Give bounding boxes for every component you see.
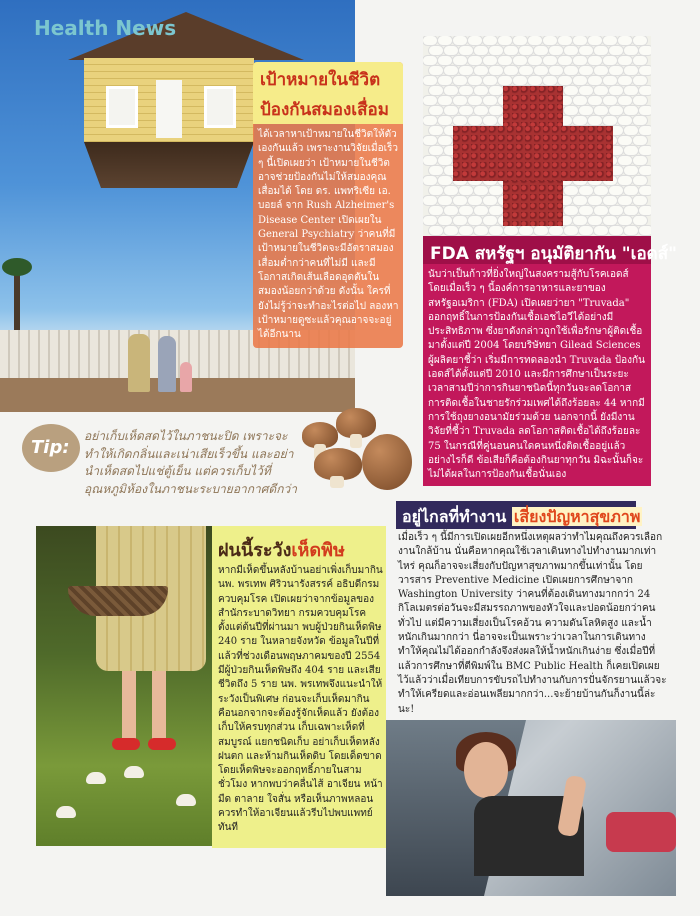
pill — [483, 36, 497, 45]
pill — [573, 56, 587, 65]
poison-title — [218, 535, 345, 564]
pill — [468, 96, 482, 105]
pill — [633, 56, 647, 65]
pill — [564, 66, 578, 75]
pill — [474, 106, 488, 115]
section-label: Health News — [34, 16, 177, 40]
red-cross-pills — [453, 126, 613, 181]
pill — [603, 56, 617, 65]
pill — [504, 66, 518, 75]
pill — [639, 86, 651, 95]
pill — [429, 46, 443, 55]
white-mushroom — [86, 772, 106, 784]
pill — [483, 76, 497, 85]
pill — [438, 196, 452, 205]
pill — [573, 196, 587, 205]
pill — [513, 76, 527, 85]
pill — [474, 186, 488, 195]
pill — [459, 186, 473, 195]
pill — [519, 66, 533, 75]
pill — [639, 126, 651, 135]
pill — [429, 186, 443, 195]
pill — [633, 36, 647, 45]
pill — [594, 86, 608, 95]
woman-basket-photo — [36, 526, 216, 846]
pill — [588, 36, 602, 45]
pill — [489, 106, 503, 115]
pill — [483, 116, 497, 125]
pill — [624, 166, 638, 175]
pill — [534, 226, 548, 235]
pill — [639, 226, 651, 235]
pill — [423, 216, 437, 225]
pill — [438, 216, 452, 225]
pill — [639, 186, 651, 195]
poison-title-main: ฝนนี้ระวัง — [218, 540, 292, 561]
pill — [588, 56, 602, 65]
pill — [579, 86, 593, 95]
pill — [438, 156, 452, 165]
pill — [453, 216, 467, 225]
house-window — [106, 86, 138, 128]
house-window — [204, 86, 236, 128]
pill — [474, 226, 488, 235]
pill — [483, 196, 497, 205]
pill — [618, 176, 632, 185]
pill — [564, 186, 578, 195]
pill — [624, 146, 638, 155]
pill — [498, 36, 512, 45]
pill — [579, 186, 593, 195]
pill — [639, 66, 651, 75]
pill — [519, 226, 533, 235]
pill — [453, 116, 467, 125]
pill — [444, 66, 458, 75]
pill — [579, 226, 593, 235]
pill — [459, 206, 473, 215]
pill — [423, 56, 437, 65]
pill — [633, 176, 647, 185]
pill — [423, 176, 437, 185]
palm-leaves — [2, 258, 32, 276]
pill — [444, 226, 458, 235]
pill — [594, 106, 608, 115]
pill — [468, 36, 482, 45]
white-mushroom — [176, 794, 196, 806]
basket — [68, 586, 168, 616]
pill — [588, 76, 602, 85]
pill — [528, 76, 542, 85]
pill — [624, 206, 638, 215]
pill — [573, 96, 587, 105]
pill — [639, 46, 651, 55]
pill — [513, 56, 527, 65]
pill — [423, 136, 437, 145]
red-car — [606, 812, 676, 852]
pill — [429, 166, 443, 175]
pill — [483, 216, 497, 225]
pill — [594, 46, 608, 55]
pill — [444, 186, 458, 195]
pill — [429, 206, 443, 215]
pill — [609, 206, 623, 215]
fda-title: FDA สหรัฐฯ อนุมัติยากัน "เอดส์" — [430, 244, 677, 264]
pill — [423, 36, 437, 45]
pill — [459, 106, 473, 115]
tip-label: Tip: — [31, 437, 70, 458]
pill — [564, 206, 578, 215]
pill — [588, 96, 602, 105]
pill — [423, 76, 437, 85]
pill — [618, 116, 632, 125]
pill — [468, 196, 482, 205]
pill — [618, 76, 632, 85]
pill — [594, 206, 608, 215]
pill — [543, 36, 557, 45]
pill — [618, 36, 632, 45]
goal-body-text: ได้เวลาหาเป้าหมายในชีวิตให้ตัวเองกันแล้ว เพราะงานวิจัยเมื่อเร็ว ๆ นี้เปิดเผยว่า เป้าหมายในชีวิตอาจช่วยป้องกันไม่ให้สมองคุณเสื่อมได้ โดย ดร. แพทริเซีย เอ. บอยล์ จาก Rush Alzheimer's Disease Center เปิดเผยใน General Psychiatry ว่าคนที่มีเป้าหมายในชีวิตจะมีอัตราสมองเสื่อมต่ำกว่าคนที่ไม่มี และมีโอกาสเกิดเส้นเลือดอุดตันในสมองน้อยกว่าด้วย ดังนั้น ใครที่ยังไม่รู้ว่าจะทำอะไรต่อไป ลองหาเป้าหมายดูซะแล้วคุณอาจจะอยู่ได้อีกนาน — [258, 129, 399, 341]
pill — [558, 76, 572, 85]
pill — [504, 46, 518, 55]
pill — [438, 56, 452, 65]
family-father — [128, 334, 150, 392]
pill — [468, 116, 482, 125]
pill — [594, 226, 608, 235]
pill — [429, 86, 443, 95]
pill — [549, 66, 563, 75]
pill — [483, 56, 497, 65]
pill — [453, 56, 467, 65]
pill — [639, 106, 651, 115]
white-mushroom — [124, 766, 144, 778]
pill — [444, 86, 458, 95]
pill — [594, 66, 608, 75]
pill — [624, 226, 638, 235]
pill — [534, 66, 548, 75]
mushroom-cap — [362, 434, 412, 490]
pill — [429, 106, 443, 115]
pill — [444, 46, 458, 55]
pill — [633, 136, 647, 145]
pill — [579, 46, 593, 55]
pill — [603, 36, 617, 45]
pill — [603, 96, 617, 105]
pill — [558, 36, 572, 45]
pill — [618, 196, 632, 205]
pill — [474, 66, 488, 75]
pill — [588, 216, 602, 225]
ground — [0, 378, 355, 412]
pill — [603, 196, 617, 205]
pill — [588, 196, 602, 205]
mushroom-stem — [330, 476, 344, 488]
pill — [639, 146, 651, 155]
pill — [453, 196, 467, 205]
pill — [489, 86, 503, 95]
pill — [579, 106, 593, 115]
pill — [513, 36, 527, 45]
family-mother — [158, 336, 176, 392]
pill — [594, 186, 608, 195]
pill — [468, 56, 482, 65]
pill — [423, 156, 437, 165]
pill — [438, 96, 452, 105]
pill — [564, 226, 578, 235]
pill — [483, 96, 497, 105]
pill — [633, 76, 647, 85]
pill — [489, 66, 503, 75]
woman-in-car-photo — [386, 720, 676, 896]
woman-face — [464, 742, 508, 798]
pill — [603, 76, 617, 85]
pill — [624, 66, 638, 75]
pill — [438, 176, 452, 185]
pill — [564, 106, 578, 115]
leg — [152, 671, 166, 741]
pill — [528, 36, 542, 45]
pill — [618, 56, 632, 65]
pill — [468, 76, 482, 85]
red-shoe — [148, 738, 176, 750]
pill — [438, 136, 452, 145]
poison-body-text: หากมีเห็ดขึ้นหลังบ้านอย่าเพิ่งเก็บมากิน นพ. พรเทพ ศิริวนารังสรรค์ อธิบดีกรมควบคุมโรค เปิดเผยว่าจากข้อมูลของสำนักระบาดวิทยา กรมควบคุมโรค ตั้งแต่ต้นปีที่ผ่านมา พบผู้ป่วยกินเห็ดพิษ 240 ราย ในหลายจังหวัด ข้อมูลในปีที่แล้วที่ช่วงเดือนพฤษภาคมของปี 2554 มีผู้ป่วยกินเห็ดพิษถึง 404 ราย และเสียชีวิตถึง 5 ราย นพ. พรเทพจึงแนะนำให้ระวังเป็นพิเศษ ก่อนจะเก็บเห็ดมากิน คือนอกจากจะต้องรู้จักเห็ดแล้ว ยังต้องเก็บให้ครบทุกส่วน เก็บเฉพาะเห็ดที่สมบูรณ์ แยกชนิดเก็บ อย่าเก็บเห็ดหลังฝนตก และห้ามกินเห็ดดิบ โดยเด็ดขาด โดยเห็ดพิษจะออกฤทธิ์ภายในสามชั่วโมง หากพบว่าคลื่นไส้ อาเจียน หน้ามืด ตาลาย ใจสั่น หรือเห็นภาพหลอน ควรทำให้อาเจียนแล้วรีบไปพบแพทย์ทันที — [218, 565, 383, 834]
pill — [624, 86, 638, 95]
pill — [609, 106, 623, 115]
pill — [633, 116, 647, 125]
pill — [573, 116, 587, 125]
pill — [489, 46, 503, 55]
house-soil-base — [84, 142, 254, 188]
pill — [624, 186, 638, 195]
pill — [558, 56, 572, 65]
pill — [504, 226, 518, 235]
pill — [498, 76, 512, 85]
pill — [639, 166, 651, 175]
work-title-accent: เสี่ยงปัญหาสุขภาพ — [513, 507, 641, 526]
pill — [609, 86, 623, 95]
pill — [474, 206, 488, 215]
mushroom-stem — [350, 434, 362, 448]
pill — [633, 196, 647, 205]
pill — [633, 156, 647, 165]
pill — [423, 196, 437, 205]
pill — [474, 46, 488, 55]
pill — [438, 76, 452, 85]
pill — [624, 126, 638, 135]
pill — [633, 96, 647, 105]
goal-title-line2: ป้องกันสมองเสื่อม — [260, 100, 389, 120]
work-title — [402, 505, 642, 530]
pill — [438, 116, 452, 125]
pill — [573, 36, 587, 45]
leg — [122, 671, 136, 741]
pill — [459, 86, 473, 95]
pill — [603, 216, 617, 225]
pill — [609, 226, 623, 235]
poison-title-accent: เห็ดพิษ — [291, 540, 345, 561]
tip-text: อย่าเก็บเห็ดสดไว้ในภาชนะปิด เพราะจะทำให้เกิดกลิ่นและเน่าเสียเร็วขึ้น และอย่านำเห็ดสดไปแช่ตู้เย็น แต่ควรเก็บไว้ที่อุณหภูมิห้องในภาชนะระบายอากาศดีกว่า — [84, 429, 297, 496]
pill — [444, 106, 458, 115]
pill — [528, 56, 542, 65]
pill — [579, 206, 593, 215]
pill — [618, 156, 632, 165]
pill — [444, 206, 458, 215]
white-mushroom — [56, 806, 76, 818]
pill — [624, 46, 638, 55]
pill — [459, 66, 473, 75]
pill — [498, 56, 512, 65]
pill — [579, 66, 593, 75]
pill — [609, 186, 623, 195]
pill — [429, 146, 443, 155]
pill — [429, 226, 443, 235]
pill — [639, 206, 651, 215]
pill — [549, 226, 563, 235]
pill — [633, 216, 647, 225]
pill — [549, 46, 563, 55]
pill — [489, 186, 503, 195]
work-body-text: เมื่อเร็ว ๆ นี้มีการเปิดเผยอีกหนึ่งเหตุผลว่าทำไมคุณถึงควรเลือกงานใกล้บ้าน นั่นคือหากคุณใช้เวลาเดินทางไปทำงานมากเท่าไหร่ คุณก็อาจจะเสี่ยงกับปัญหาสุขภาพมากขึ้นเท่านั้น โดยวารสาร Preventive Medicine เปิดเผยการศึกษาจาก Washington University ว่าคนที่ต้องเดินทางมากกว่า 24 กิโลเมตรต่อวันจะมีสมรรถภาพของหัวใจและปอดน้อยกว่าคนทั่วไป แต่มีความเสี่ยงเป็นโรคอ้วน ความดันโลหิตสูง และน้ำหนักเกินมากกว่า นี่อาจจะเป็นเพราะว่าเวลาในการเดินทางทำให้คุณไม่ได้ออกกำลังจึงส่งผลให้น้ำหนักเกินง่าย ซึ่งเมื่อปีที่แล้วการศึกษาที่ตีพิมพ์ใน BMC Public Health ก็เคยเปิดเผยไว้แล้วว่าเมื่อเทียบการขับรถไปทำงานกับการปั่นจักรยานแล้วจะทำให้เครียดและอ่อนเพลียมากกว่า...จะย้ายบ้านกันก็งานนี้ล่ะนะ! — [398, 532, 667, 715]
pill — [453, 96, 467, 105]
red-shoe — [112, 738, 140, 750]
pill — [534, 46, 548, 55]
pill — [474, 86, 488, 95]
goal-title-line1: เป้าหมายในชีวิต — [260, 70, 381, 90]
pill — [588, 116, 602, 125]
pill — [519, 46, 533, 55]
pill — [609, 66, 623, 75]
pill — [573, 216, 587, 225]
fda-body-text: นับว่าเป็นก้าวที่ยิ่งใหญ่ในสงครามสู้กับโรคเอดส์ โดยเมื่อเร็ว ๆ นี้องค์การอาหารและยาของสหรัฐอเมริกา (FDA) เปิดเผยว่ายา "Truvada" ออกฤทธิ์ในการป้องกันเชื้อเอชไอวีได้อย่างมีประสิทธิภาพ ซึ่งยาดังกล่าวถูกใช้เพื่อรักษาผู้ติดเชื้อมาตั้งแต่ปี 2004 โดยบริษัทยา Gilead Sciences ผู้ผลิตยาชี้ว่า เริ่มมีการทดลองนำ Truvada ป้องกันเอดส์ได้ตั้งแต่ปี 2010 และมีการศึกษาเป็นระยะเวลาสามปีว่าการกินยาชนิดนี้ทุกวันจะลดโอกาสการติดเชื้อในชายรักร่วมเพศได้ถึงร้อยละ 44 หากมีการใช้ถุงยางอนามัยร่วมด้วย นอกจากนี้ ยังมีงานวิจัยที่ชี้ว่า Truvada ลดโอกาสติดเชื้อได้ถึงร้อยละ 75 ในกรณีที่คู่นอนคนใดคนหนึ่งติดเชื้ออยู่แล้ว อย่างไรก็ดี ข้อเสียก็คือต้องกินยาทุกวัน มิฉะนั้นก็จะไม่ได้ผลในการป้องกันเชื้อนั่นเอง — [428, 269, 645, 481]
pill — [438, 36, 452, 45]
house-door — [156, 80, 182, 138]
pill — [429, 126, 443, 135]
family-child — [180, 362, 192, 392]
work-title-main: อยู่ไกลที่ทำงาน — [402, 507, 512, 526]
pill — [609, 46, 623, 55]
pill — [489, 226, 503, 235]
pill — [618, 96, 632, 105]
pill — [564, 86, 578, 95]
pill — [453, 36, 467, 45]
pill — [618, 216, 632, 225]
pill — [573, 76, 587, 85]
pill — [543, 76, 557, 85]
pill — [543, 56, 557, 65]
pills-photo — [423, 36, 651, 236]
pill — [423, 96, 437, 105]
pill — [564, 46, 578, 55]
pill — [603, 116, 617, 125]
pill — [459, 226, 473, 235]
pill — [453, 76, 467, 85]
pill — [624, 106, 638, 115]
pill — [459, 46, 473, 55]
pill — [468, 216, 482, 225]
pill — [618, 136, 632, 145]
pill — [489, 206, 503, 215]
pill — [423, 116, 437, 125]
pill — [429, 66, 443, 75]
